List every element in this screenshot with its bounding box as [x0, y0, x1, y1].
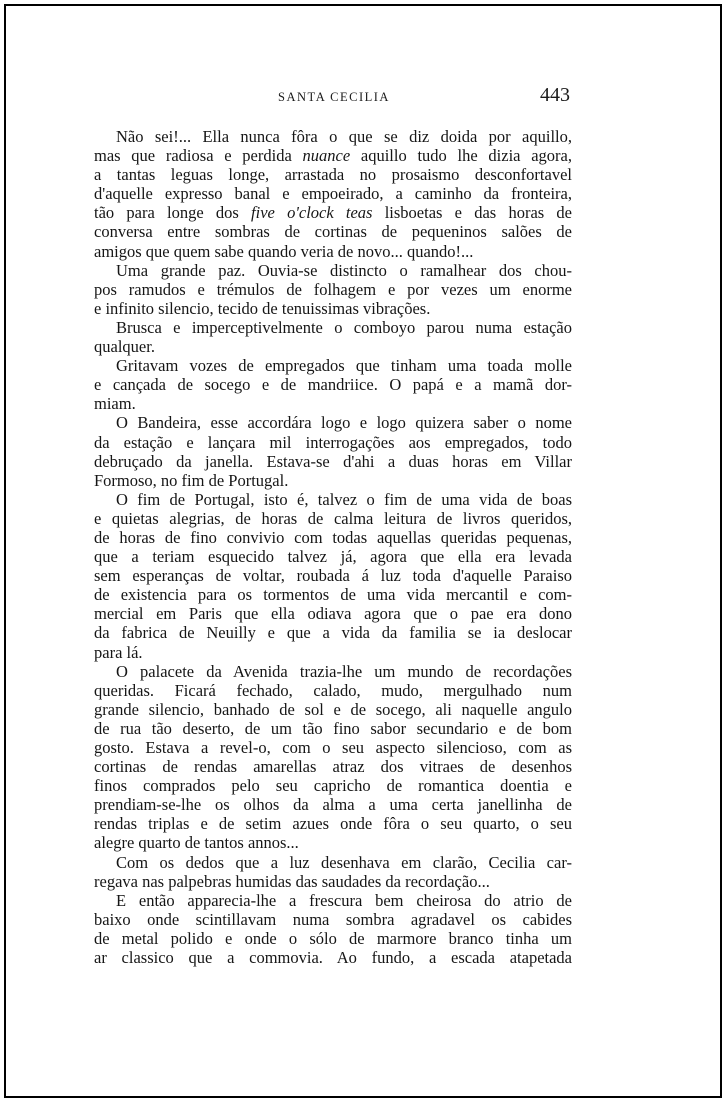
paragraph	[94, 891, 572, 967]
text-line: Formoso, no fim de Portugal.	[94, 470, 289, 490]
text-line: a tantas leguas longe, arrastada no prosaismo desconfortavel	[94, 165, 572, 185]
text-line: O fim de Portugal, isto é, talvez o fim de uma vida de boas	[116, 489, 572, 509]
text-line: sem esperanças de voltar, roubada á luz toda d'aquelle Paraiso	[94, 566, 572, 586]
text-line: miam.	[94, 394, 136, 414]
body-text	[94, 127, 572, 967]
text-line: que a teriam esquecido talvez já, agora que ella era levada	[94, 547, 572, 567]
paragraph	[94, 318, 572, 356]
text-line: e quietas alegrias, de horas de calma leitura de livros queridos,	[94, 508, 572, 528]
text-line: da fabrica de Neuilly e que a vida da familia se ia deslocar	[94, 623, 572, 643]
text-line: prendiam-se-lhe os olhos da alma a uma certa janellinha de	[94, 795, 572, 815]
text-line: regava nas palpebras humidas das saudades da recordação...	[94, 871, 490, 891]
paragraph	[94, 490, 572, 662]
text-line: queridas. Ficará fechado, calado, mudo, mergulhado num	[94, 680, 572, 700]
page-header	[98, 84, 570, 108]
text-line: ar classico que a commovia. Ao fundo, a escada atapetada	[94, 948, 572, 968]
text-line: pos ramudos e trémulos de folhagem e por vezes um enorme	[94, 279, 572, 299]
text-line: finos comprados pelo seu capricho de romantica doentia e	[94, 776, 572, 796]
text-line: mas que radiosa e perdida nuance aquillo tudo lhe dizia agora,	[94, 146, 572, 166]
paragraph	[94, 127, 572, 261]
text-line: Não sei!... Ella nunca fôra o que se diz doida por aquillo,	[116, 127, 572, 146]
text-line: qualquer.	[94, 337, 155, 357]
text-line: de horas de fino convivio com todas aquellas queridas pequenas,	[94, 527, 572, 547]
text-line: tão para longe dos five o'clock teas lisboetas e das horas de	[94, 203, 572, 223]
paragraph	[94, 356, 572, 413]
text-line: para lá.	[94, 642, 143, 662]
text-line: baixo onde scintillavam numa sombra agradavel os cabides	[94, 909, 572, 929]
page-number: 443	[540, 84, 570, 106]
text-line: Brusca e imperceptivelmente o comboyo parou numa estação	[116, 317, 572, 337]
text-line: cortinas de rendas amarellas atraz dos vitraes de desenhos	[94, 757, 572, 777]
text-line: debruçado da janella. Estava-se d'ahi a duas horas em Villar	[94, 451, 572, 471]
text-line: O palacete da Avenida trazia-lhe um mundo de recordações	[116, 661, 572, 681]
text-line: rendas triplas e de setim azues onde fôra o seu quarto, o seu	[94, 814, 572, 834]
text-line: e cançada de socego e de mandriice. O papá e a mamã dor-	[94, 375, 572, 395]
text-line: gosto. Estava a revel-o, com o seu aspecto silencioso, com as	[94, 738, 572, 757]
running-head: SANTA CECILIA	[278, 90, 390, 104]
text-line: Uma grande paz. Ouvia-se distincto o ramalhear dos chou-	[116, 260, 572, 280]
text-line: E então apparecia-lhe a frescura bem cheirosa do atrio de	[116, 890, 572, 910]
text-line: grande silencio, banhado de sol e de socego, ali naquelle angulo	[94, 699, 572, 719]
text-line: de rua tão deserto, de um tão fino sabor secundario e de bom	[94, 718, 572, 738]
text-line: conversa entre sombras de cortinas de pequeninos salões de	[94, 222, 572, 242]
text-line: alegre quarto de tantos annos...	[94, 833, 299, 853]
paragraph	[94, 261, 572, 318]
text-line: de metal polido e onde o sólo de marmore branco tinha um	[94, 928, 572, 948]
text-line: O Bandeira, esse accordára logo e logo quizera saber o nome	[116, 413, 572, 433]
paragraph	[94, 853, 572, 891]
text-line: Gritavam vozes de empregados que tinham uma toada molle	[116, 356, 572, 376]
text-line: de existencia para os tormentos de uma vida mercantil e com-	[94, 585, 572, 605]
text-line: da estação e lançara mil interrogações aos empregados, todo	[94, 432, 572, 452]
paragraph	[94, 413, 572, 489]
text-line: Com os dedos que a luz desenhava em clarão, Cecilia car-	[116, 852, 572, 872]
text-line: e infinito silencio, tecido de tenuissimas vibrações.	[94, 298, 431, 318]
text-line: d'aquelle expresso banal e empoeirado, a caminho da fronteira,	[94, 184, 572, 204]
text-line: mercial em Paris que ella odiava agora que o pae era dono	[94, 604, 572, 624]
text-line: amigos que quem sabe quando veria de novo... quando!...	[94, 241, 474, 261]
paragraph	[94, 662, 572, 853]
